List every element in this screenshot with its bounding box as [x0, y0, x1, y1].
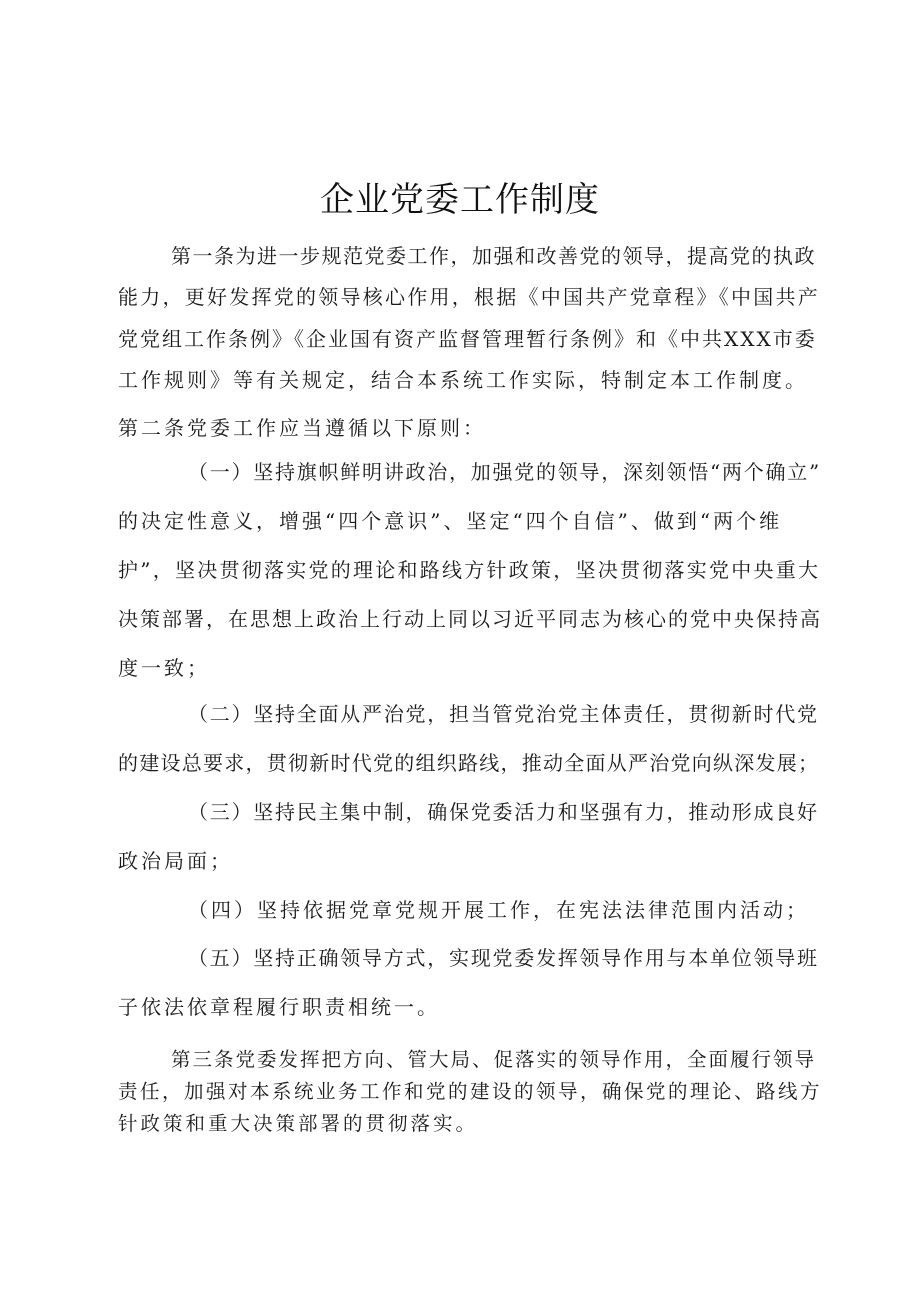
principle-item-line: 的决定性意义，增强“四个意识”、坚定“四个自信”、做到“两个维 — [118, 509, 783, 533]
principle-item-1 — [118, 448, 822, 693]
article-2-heading-text: 第二条党委工作应当遵循以下原则： — [118, 416, 486, 440]
principle-item-line: 度一致； — [118, 656, 210, 680]
principle-item-4 — [118, 886, 818, 934]
principle-item-line: （二）坚持全面从严治党，担当管党治党主体责任，贯彻新时代党 — [188, 702, 819, 726]
article-3-line: 第三条党委发挥把方向、管大局、促落实的领导作用，全面履行领导 — [171, 1048, 817, 1071]
principle-item-line: 子依法依章程履行职责相统一。 — [118, 995, 440, 1019]
principle-item-2 — [118, 690, 818, 788]
article-3-line: 针政策和重大决策部署的贯彻落实。 — [118, 1112, 479, 1135]
principle-item-3 — [118, 788, 818, 886]
document-title: 企业党委工作制度 — [320, 180, 600, 220]
principle-item-line: （四）坚持依据党章党规开展工作，在宪法法律范围内活动； — [188, 898, 809, 922]
principle-item-line: （一）坚持旗帜鲜明讲政治，加强党的领导，深刻领悟“两个确立” — [188, 460, 821, 484]
article-3-line: 责任，加强对本系统业务工作和党的建设的领导，确保党的理论、路线方 — [118, 1080, 823, 1103]
article-1-line: 工作规则》等有关规定，结合本系统工作实际，特制定本工作制度。 — [118, 367, 808, 392]
principle-item-5 — [118, 934, 818, 1032]
article-1-line: 党党组工作条例》《企业国有资产监督管理暂行条例》和《中共XXX市委 — [118, 326, 817, 351]
article-1 — [118, 236, 818, 401]
principle-item-line: 政治局面； — [118, 849, 233, 873]
article-2-heading — [118, 412, 818, 444]
principle-item-line: 护”，坚决贯彻落实党的理论和路线方针政策，坚决贯彻落实党中央重大 — [118, 558, 821, 582]
article-1-line: 能力，更好发挥党的领导核心作用，根据《中国共产党章程》《中国共产 — [118, 285, 820, 310]
principle-item-line: （五）坚持正确领导方式，实现党委发挥领导作用与本单位领导班 — [188, 946, 819, 970]
principle-item-line: 的建设总要求，贯彻新时代党的组织路线，推动全面从严治党向纵深发展； — [118, 751, 820, 775]
principle-item-line: （三）坚持民主集中制，确保党委活力和坚强有力，推动形成良好 — [188, 800, 819, 824]
principle-item-line: 决策部署，在思想上政治上行动上同以习近平同志为核心的党中央保持高 — [118, 607, 822, 631]
article-1-line: 第一条为进一步规范党委工作，加强和改善党的领导，提高党的执政 — [171, 244, 816, 268]
article-3 — [118, 1044, 823, 1140]
